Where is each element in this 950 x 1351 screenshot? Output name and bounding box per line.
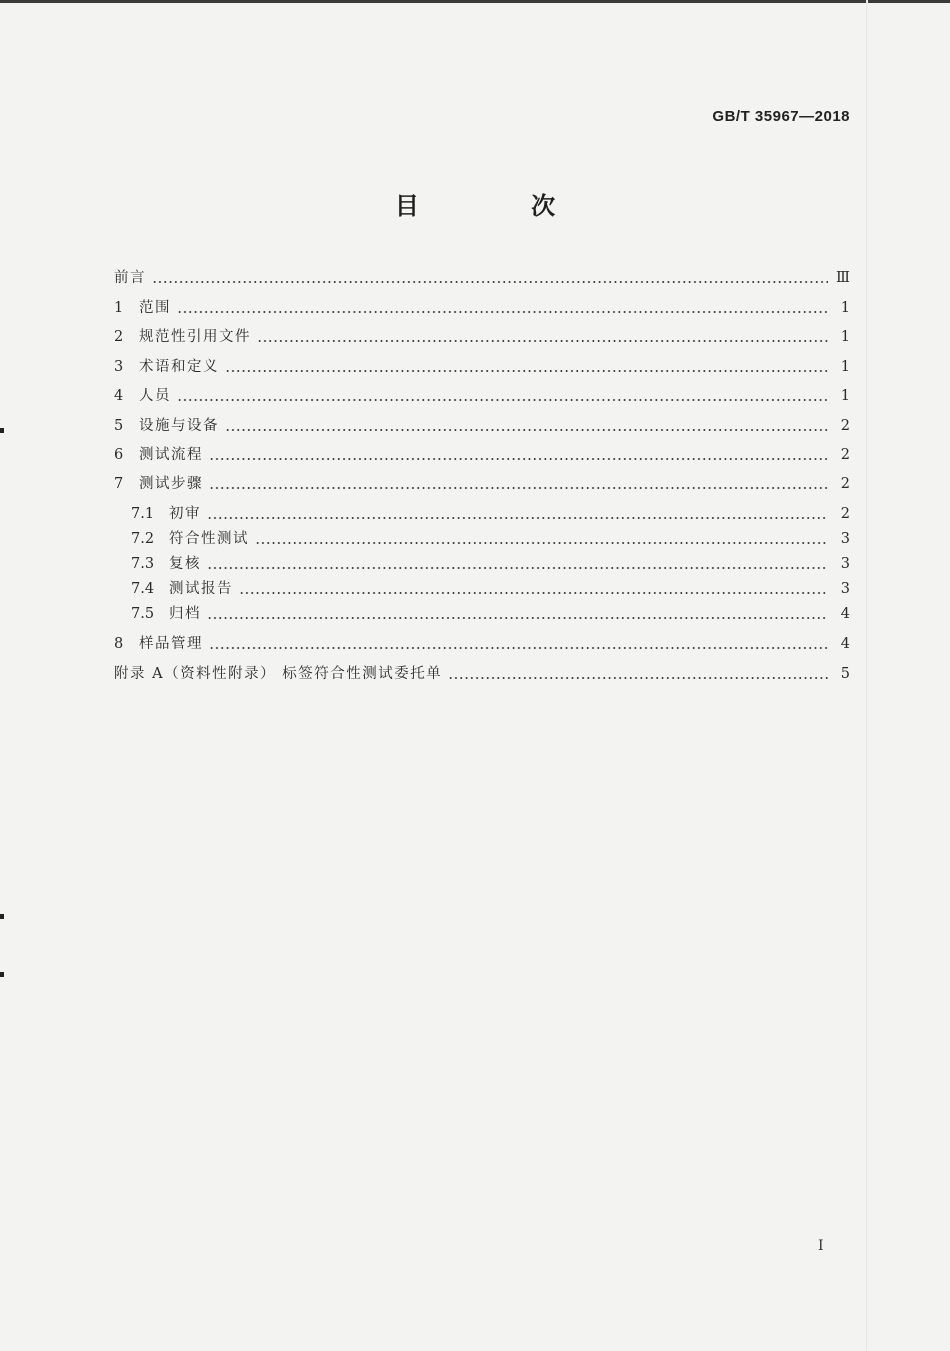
toc-entry-number: 8 — [114, 636, 124, 652]
toc-entry-7-3[interactable] — [131, 552, 850, 574]
toc-entry-number: 6 — [114, 447, 124, 463]
toc-entry-8[interactable] — [114, 632, 850, 654]
toc-entry-page: 2 — [840, 506, 850, 522]
toc-entry-7-1[interactable] — [131, 502, 850, 524]
toc-leader-dots — [152, 281, 828, 283]
toc-entry-3[interactable] — [114, 355, 850, 377]
toc-entry-label: 测试报告 — [169, 581, 233, 597]
toc-entry-page: 3 — [840, 556, 850, 572]
toc-leader-dots — [225, 370, 828, 372]
page-number: I — [818, 1238, 824, 1254]
toc-entry-7-2[interactable] — [131, 527, 850, 549]
toc-entry-foreword[interactable] — [114, 266, 850, 288]
toc-entry-label: 复核 — [169, 556, 201, 572]
toc-entry-label: 测试流程 — [139, 447, 203, 463]
toc-entry-page: 3 — [840, 531, 850, 547]
toc-entry-label: 符合性测试 — [169, 531, 249, 547]
toc-leader-dots — [177, 399, 828, 401]
toc-leader-dots — [255, 542, 828, 544]
toc-leader-dots — [207, 517, 828, 519]
toc-entry-page: 2 — [840, 476, 850, 492]
toc-entry-number: 7.3 — [131, 556, 155, 572]
scan-mark — [0, 972, 4, 977]
toc-entry-label: 归档 — [169, 606, 201, 622]
toc-leader-dots — [209, 458, 828, 460]
toc-entry-number: 7.1 — [131, 506, 155, 522]
toc-entry-page: 1 — [840, 300, 850, 316]
toc-entry-label: 初审 — [169, 506, 201, 522]
toc-leader-dots — [257, 340, 828, 342]
toc-entry-1[interactable] — [114, 296, 850, 318]
toc-entry-7[interactable] — [114, 472, 850, 494]
toc-entry-label: 范围 — [139, 300, 171, 316]
toc-leader-dots — [225, 429, 828, 431]
toc-leader-dots — [209, 647, 828, 649]
toc-entry-page: 1 — [840, 388, 850, 404]
toc-entry-label: 术语和定义 — [139, 359, 219, 375]
toc-entry-number: 7.4 — [131, 581, 155, 597]
toc-entry-label: 测试步骤 — [139, 476, 203, 492]
toc-entry-appendix-a[interactable] — [114, 662, 850, 684]
toc-entry-label: 前言 — [114, 270, 146, 286]
toc-entry-number: 1 — [114, 300, 124, 316]
toc-leader-dots — [209, 487, 828, 489]
toc-entry-page: 3 — [840, 581, 850, 597]
toc-entry-2[interactable] — [114, 325, 850, 347]
toc-entry-page: 4 — [840, 636, 850, 652]
toc-entry-label: 规范性引用文件 — [139, 329, 251, 345]
toc-entry-number: 5 — [114, 418, 124, 434]
toc-entry-page: 5 — [840, 666, 850, 682]
toc-entry-page: 2 — [840, 418, 850, 434]
toc-entry-page: 1 — [840, 329, 850, 345]
toc-entry-number: 3 — [114, 359, 124, 375]
scan-mark — [0, 914, 4, 919]
toc-entry-6[interactable] — [114, 443, 850, 465]
table-of-contents — [114, 0, 850, 700]
toc-title: 目 次 — [394, 192, 608, 220]
toc-leader-dots — [177, 311, 828, 313]
toc-entry-page: 1 — [840, 359, 850, 375]
toc-entry-number: 7.2 — [131, 531, 155, 547]
toc-leader-dots — [239, 592, 828, 594]
toc-entry-label: 样品管理 — [139, 636, 203, 652]
toc-entry-label: 人员 — [139, 388, 171, 404]
toc-entry-7-5[interactable] — [131, 602, 850, 624]
toc-entry-page: Ⅲ — [836, 270, 850, 286]
toc-entry-number: 7 — [114, 476, 124, 492]
toc-entry-7-4[interactable] — [131, 577, 850, 599]
standard-number: GB/T 35967—2018 — [712, 108, 850, 125]
toc-entry-page: 4 — [840, 606, 850, 622]
toc-entry-number: 4 — [114, 388, 124, 404]
toc-entry-page: 2 — [840, 447, 850, 463]
toc-entry-label: 设施与设备 — [139, 418, 219, 434]
toc-entry-number: 2 — [114, 329, 124, 345]
toc-leader-dots — [207, 617, 828, 619]
scan-mark — [0, 428, 4, 433]
toc-leader-dots — [448, 677, 828, 679]
toc-leader-dots — [207, 567, 828, 569]
toc-entry-number: 7.5 — [131, 606, 155, 622]
toc-entry-label: 附录 A（资料性附录） 标签符合性测试委托单 — [114, 666, 443, 682]
toc-entry-5[interactable] — [114, 414, 850, 436]
toc-entry-4[interactable] — [114, 384, 850, 406]
